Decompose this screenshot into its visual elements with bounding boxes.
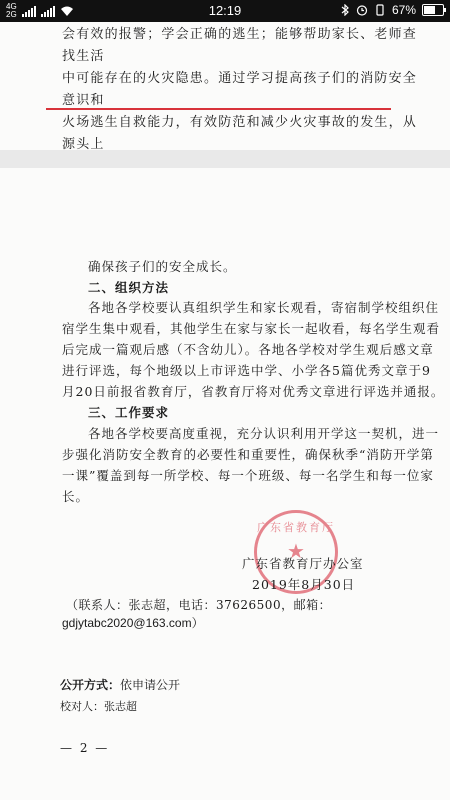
section-2-line: 后完成一篇观后感（不含幼儿）。各地各学校对学生观后感文章 [62,342,434,357]
email-address[interactable]: gdjytabc2020@163.com） [62,616,204,630]
battery-icon [422,4,444,16]
seal-text: 广东省教育厅 [257,521,335,534]
document-page-previous [0,22,450,150]
section-3-body [62,423,439,507]
vibrate-icon [374,4,386,16]
battery-fill [424,6,435,14]
section-3-line: 各地各学校要高度重视，充分认识利用开学这一契机，进一 [88,426,440,441]
clock: 12:19 [208,3,242,18]
page-number: — 2 — [60,741,110,755]
section-2-body [62,297,444,402]
bluetooth-icon [340,4,350,16]
section-2-line: 进行评选，每个地级以上市评选中学、小学各5篇优秀文章于9 [62,363,431,378]
seal-star-icon: ★ [287,539,305,563]
status-bar [0,0,450,22]
section-3-line: 一课”覆盖到每一所学校、每一个班级、每一名学生和每一位家 [62,468,434,483]
battery-percent: 67% [391,3,416,17]
page-top-line: 火场逃生自救能力，有效防范和减少火灾事故的发生，从源头上 [62,115,418,152]
section-3-heading: 三、工作要求 [88,405,170,420]
network-label-2: 2G [6,10,17,19]
section-2-line: 宿学生集中观看，其他学生在家与家长一起收看，每名学生观看 [62,321,441,336]
document-page-2 [0,168,450,800]
disclosure-method [60,676,180,693]
page-top-line: 中可能存在的火灾隐患。通过学习提高孩子们的消防安全意识和 [62,71,418,108]
document-viewer[interactable] [0,22,450,800]
section-3-line: 步强化消防安全教育的必要性和重要性，确保秋季“消防开学第 [62,447,434,462]
section-2-heading: 二、组织方法 [88,280,170,295]
disclosure-label: 公开方式： [60,678,121,692]
issuer-name: 广东省教育厅办公室 [242,556,364,571]
contact-line: （联系人：张志超，电话：37626500，邮箱： [66,598,332,612]
alarm-icon [356,4,368,16]
proofreader: 校对人：张志超 [60,700,137,713]
section-2-line: 月20日前报省教育厅，省教育厅将对优秀文章进行评选并通报。 [62,384,445,399]
red-divider-line [46,108,391,110]
page-top-text [62,24,422,156]
disclosure-value: 依申请公开 [120,678,181,692]
issue-date: 2019年8月30日 [252,577,356,592]
intro-line: 确保孩子们的安全成长。 [88,259,237,274]
network-label-1: 4G [6,2,17,11]
status-right [340,3,444,17]
section-2-line: 各地各学校要认真组织学生和家长观看，寄宿制学校组织住 [88,300,440,315]
page-top-line: 会有效的报警；学会正确的逃生；能够帮助家长、老师查找生活 [62,27,418,64]
section-3-line: 长。 [62,489,90,504]
